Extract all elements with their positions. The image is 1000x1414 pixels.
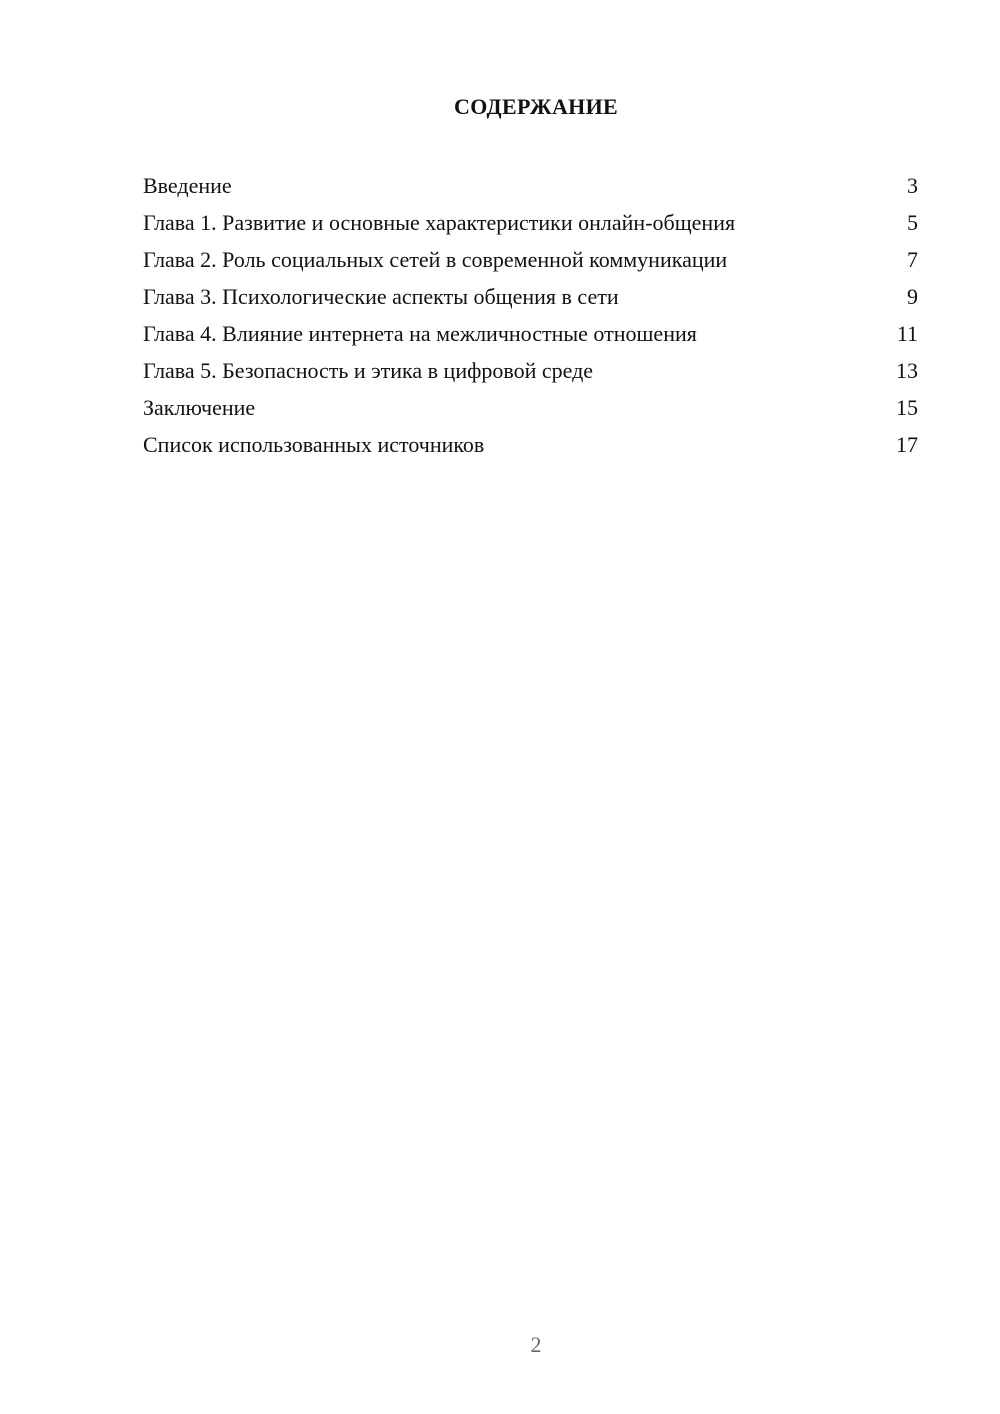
toc-entry-title: Глава 4. Влияние интернета на межличностные отношения (143, 321, 697, 346)
toc-entry-page: 3 (907, 173, 918, 198)
toc-entry-title: Список использованных источников (143, 432, 485, 457)
page-number: 2 (530, 1332, 542, 1357)
toc-entry-title: Введение (143, 173, 232, 198)
toc-entry-title: Глава 5. Безопасность и этика в цифровой среде (143, 358, 594, 383)
toc-entry-page: 7 (907, 247, 918, 272)
toc-entry-page: 13 (896, 358, 918, 383)
toc-entry-title: Глава 2. Роль социальных сетей в современной коммуникации (143, 247, 728, 272)
toc-entry-page: 15 (896, 395, 918, 420)
toc-entry-conclusion (143, 389, 918, 426)
toc-entry-title: Глава 1. Развитие и основные характеристики онлайн-общения (143, 210, 736, 235)
toc-entry-page: 11 (896, 321, 918, 346)
toc-heading: СОДЕРЖАНИЕ (454, 94, 618, 119)
toc-entry-introduction (143, 167, 918, 204)
toc-entry-title: Глава 3. Психологические аспекты общения в сети (143, 284, 619, 309)
toc-entry-references (143, 426, 918, 463)
toc-entry-chapter-3 (143, 278, 918, 315)
toc-entry-chapter-4 (143, 315, 918, 352)
toc-entry-page: 17 (896, 432, 918, 457)
toc-entry-title: Заключение (143, 395, 256, 420)
table-of-contents (143, 167, 918, 463)
toc-entry-chapter-2 (143, 241, 918, 278)
toc-entry-chapter-5 (143, 352, 918, 389)
toc-entry-page: 5 (907, 210, 918, 235)
toc-entry-page: 9 (907, 284, 918, 309)
toc-entry-chapter-1 (143, 204, 918, 241)
